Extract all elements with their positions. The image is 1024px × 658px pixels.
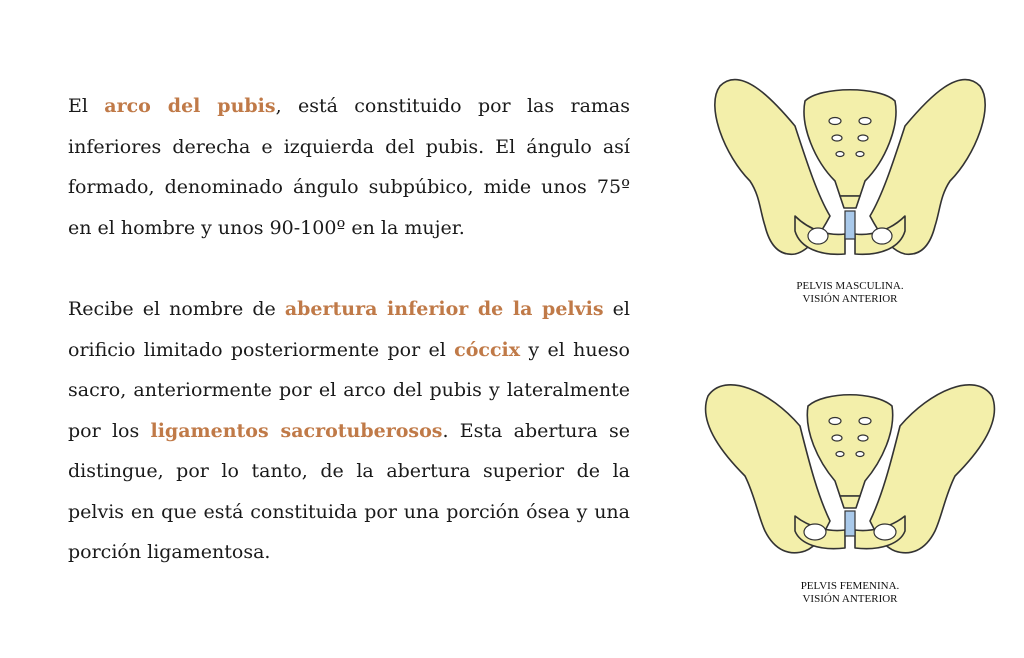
left-obturator-foramen xyxy=(804,524,826,540)
male-pelvis-illustration xyxy=(700,56,1000,276)
term-sacrotuberous-ligaments: ligamentos sacrotuberosos xyxy=(150,419,443,442)
paragraph-pubic-arch xyxy=(68,86,630,248)
female-pelvis-illustration xyxy=(700,366,1000,576)
text-run: y el hueso sacro, anteriormente por el arco del pubis y lateralmente por los xyxy=(68,338,630,442)
paragraph-pelvic-outlet xyxy=(68,289,630,573)
text-column xyxy=(68,86,630,573)
text-run: . Esta abertura se distingue, por lo tanto, de la abertura superior de la pelvis en que está constituida por una porción ósea y una porción ligamentosa. xyxy=(68,419,630,563)
caption-line: VISIÓN ANTERIOR xyxy=(802,593,898,605)
caption-line: VISIÓN ANTERIOR xyxy=(802,293,898,305)
caption-line: PELVIS FEMENINA. xyxy=(800,580,900,592)
figure-female-pelvis xyxy=(700,366,1000,606)
text-run: , está constituido por las ramas inferiores derecha e izquierda del pubis. El ángulo así formado, denominado ángulo subpúbico, mide unos 75º en el hombre y unos 90-100º en la mujer. xyxy=(68,95,630,239)
sacrum xyxy=(807,395,892,496)
pubic-symphysis xyxy=(845,211,855,239)
coccyx xyxy=(840,496,860,508)
term-coccyx: cóccix xyxy=(454,338,521,361)
term-pubic-arch: arco del pubis xyxy=(104,95,276,117)
pubic-symphysis xyxy=(845,511,855,536)
male-caption xyxy=(700,280,1000,306)
left-obturator-foramen xyxy=(808,228,828,244)
text-run: El xyxy=(68,95,105,117)
sacrum xyxy=(804,90,896,196)
figure-male-pelvis xyxy=(700,56,1000,306)
coccyx xyxy=(840,196,860,208)
right-obturator-foramen xyxy=(874,524,896,540)
caption-line: PELVIS MASCULINA. xyxy=(796,280,904,292)
term-pelvic-outlet: abertura inferior de la pelvis xyxy=(284,298,604,320)
female-caption xyxy=(700,580,1000,606)
text-run: Recibe el nombre de xyxy=(68,298,285,320)
right-obturator-foramen xyxy=(872,228,892,244)
text-run: el orificio limitado posteriormente por el xyxy=(68,298,630,361)
